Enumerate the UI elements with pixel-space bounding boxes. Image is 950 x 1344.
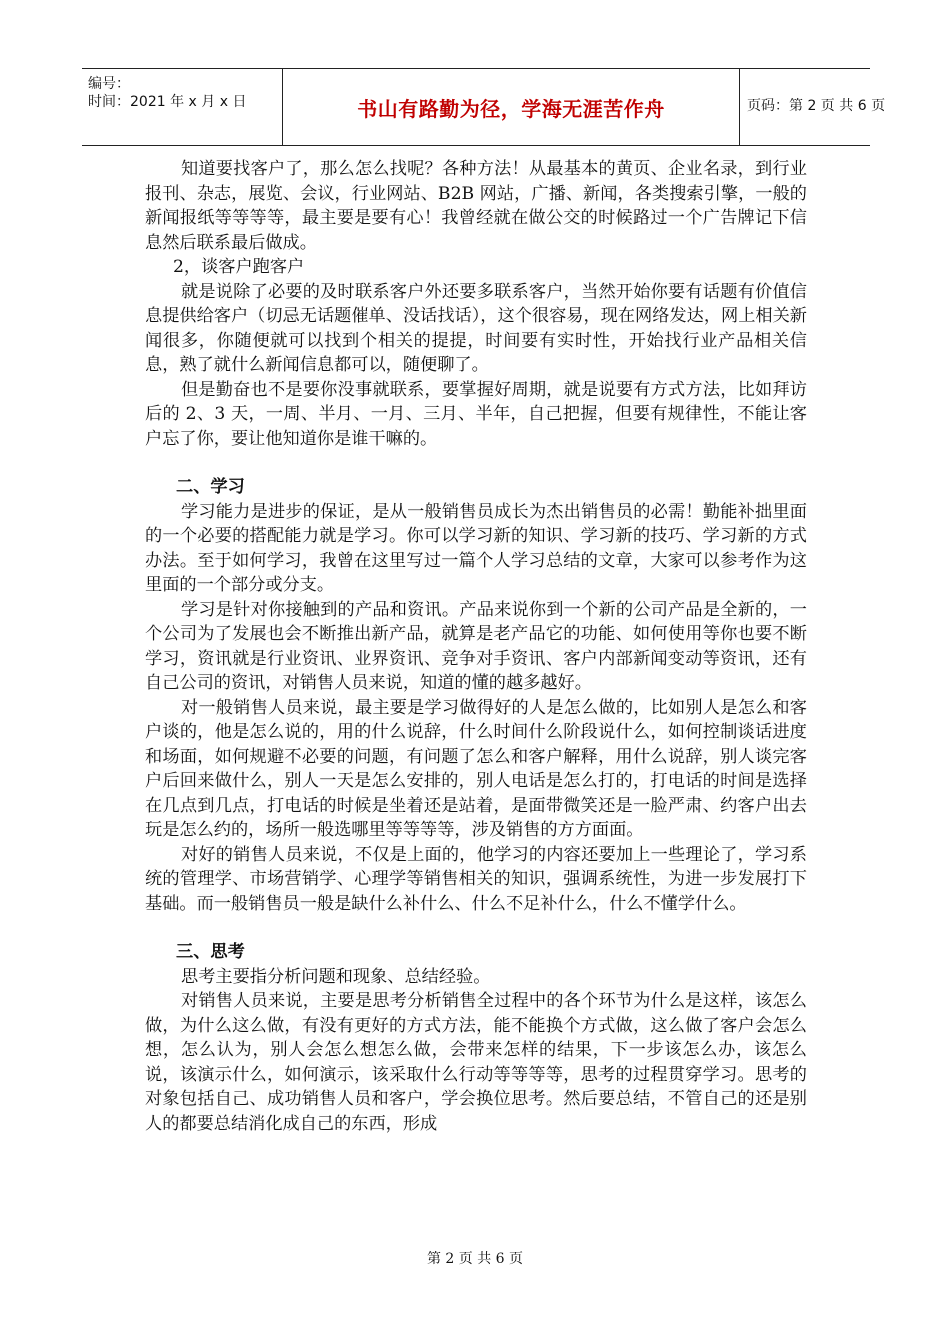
header-number-label: 编号： — [88, 76, 130, 92]
section-heading-thinking: 三、思考 — [176, 942, 245, 962]
paragraph: 就是说除了必要的及时联系客户外还要多联系客户，当然开始你要有话题有价值信息提供给客户（切忌无话题催单、没话找话），这个很容易，现在网络发达，网上相关新闻很多，你随便就可以找到个相关的提提，时间要有实时性，开始找行业产品相关信息，熟了就什么新闻信息都可以，随便聊了。 — [145, 281, 807, 375]
section-heading-learning: 二、学习 — [176, 477, 245, 497]
document-body — [145, 157, 807, 1136]
paragraph: 对好的销售人员来说，不仅是上面的，他学习的内容还要加上一些理论了，学习系统的管理学、市场营销学、心理学等销售相关的知识，强调系统性，为进一步发展打下基础。而一般销售员一般是缺什么补什么、什么不足补什么，什么不懂学什么。 — [145, 844, 807, 914]
header-meta — [82, 69, 282, 145]
page-header — [82, 68, 886, 146]
header-motto-cell — [282, 69, 740, 145]
header-page-cell — [739, 69, 886, 145]
paragraph: 对一般销售人员来说，最主要是学习做得好的人是怎么做的，比如别人是怎么和客户谈的，他是怎么说的，用的什么说辞，什么时间什么阶段说什么，如何控制谈话进度和场面，如何规避不必要的问题，有问题了怎么和客户解释，用什么说辞，别人谈完客户后回来做什么，别人一天是怎么安排的，别人电话是怎么打的，打电话的时间是选择在几点到几点，打电话的时候是坐着还是站着，是面带微笑还是一脸严肃、约客户出去玩是怎么约的，场所一般选哪里等等等等，涉及销售的方方面面。 — [145, 697, 807, 840]
spacer — [145, 916, 807, 940]
paragraph: 学习能力是进步的保证，是从一般销售员成长为杰出销售员的必需！勤能补拙里面的一个必要的搭配能力就是学习。你可以学习新的知识、学习新的技巧、学习新的方式办法。至于如何学习，我曾在这里写过一篇个人学习总结的文章，大家可以参考作为这里面的一个部分或分支。 — [145, 501, 807, 595]
paragraph: 但是勤奋也不是要你没事就联系，要掌握好周期，就是说要有方式方法，比如拜访后的 2、3 天，一周、半月、一月、三月、半年，自己把握，但要有规律性，不能让客户忘了你，要让他知道你是谁干嘛的。 — [145, 379, 807, 449]
header-motto: 书山有路勤为径，学海无涯苦作舟 — [357, 97, 665, 121]
paragraph: 学习是针对你接触到的产品和资讯。产品来说你到一个新的公司产品是全新的，一个公司为了发展也会不断推出新产品，就算是老产品它的功能、如何使用等你也要不断学习，资讯就是行业资讯、业界资讯、竞争对手资讯、客户内部新闻变动等资讯，还有自己公司的资讯，对销售人员来说，知道的懂的越多越好。 — [145, 599, 807, 693]
paragraph: 对销售人员来说，主要是思考分析销售全过程中的各个环节为什么是这样，该怎么做，为什么这么做，有没有更好的方式方法，能不能换个方式做，这么做了客户会怎么想，怎么认为，别人会怎么想怎么做，会带来怎样的结果，下一步该怎么办，该怎么说，该演示什么，如何演示，该采取什么行动等等等等，思考的过程贯穿学习。思考的对象包括自己、成功销售人员和客户，学会换位思考。然后要总结，不管自己的还是别人的都要总结消化成自己的东西，形成 — [145, 991, 807, 1134]
paragraph: 思考主要指分析问题和现象、总结经验。 — [181, 966, 491, 987]
paragraph: 知道要找客户了，那么怎么找呢？各种方法！从最基本的黄页、企业名录，到行业报刊、杂志，展览、会议，行业网站、B2B 网站，广播、新闻，各类搜索引擎，一般的新闻报纸等等等等，最主要是要有心！我曾经就在做公交的时候路过一个广告牌记下信息然后联系最后做成。 — [145, 159, 807, 253]
header-date-label: 时间：2021 年 x 月 x 日 — [88, 94, 247, 110]
spacer — [145, 451, 807, 475]
subheading-talk-clients: 2，谈客户跑客户 — [173, 257, 305, 277]
page-footer: 第 2 页 共 6 页 — [426, 1251, 524, 1267]
header-page-label: 页码：第 2 页 共 6 页 — [747, 98, 886, 114]
